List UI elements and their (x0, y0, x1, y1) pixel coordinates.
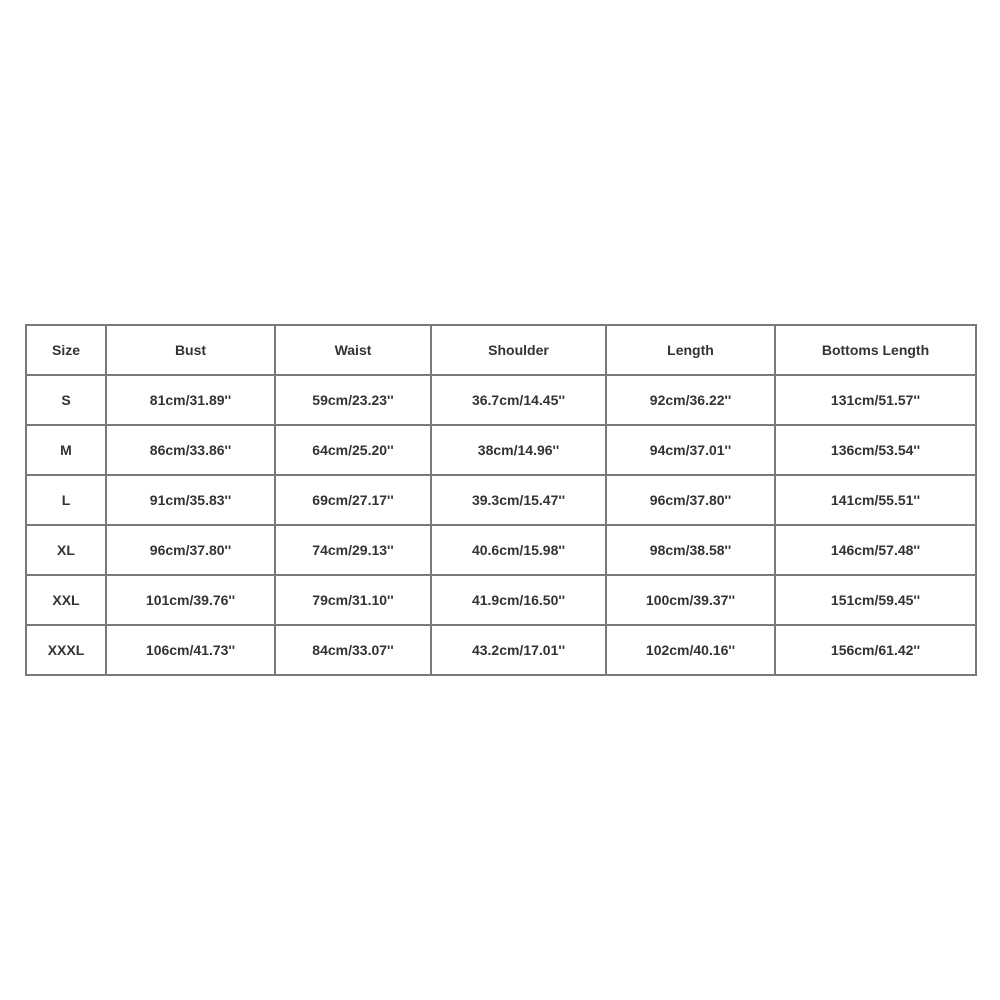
cell-size: XL (26, 525, 106, 575)
cell-size: M (26, 425, 106, 475)
cell-size: L (26, 475, 106, 525)
cell-shoulder: 40.6cm/15.98'' (431, 525, 606, 575)
header-size: Size (26, 325, 106, 375)
table-row (26, 375, 976, 425)
cell-size: XXXL (26, 625, 106, 675)
header-waist: Waist (275, 325, 431, 375)
cell-bottoms-length: 146cm/57.48'' (775, 525, 976, 575)
cell-length: 94cm/37.01'' (606, 425, 775, 475)
table-row (26, 425, 976, 475)
cell-bust: 91cm/35.83'' (106, 475, 275, 525)
header-length: Length (606, 325, 775, 375)
cell-shoulder: 43.2cm/17.01'' (431, 625, 606, 675)
cell-bottoms-length: 136cm/53.54'' (775, 425, 976, 475)
cell-length: 92cm/36.22'' (606, 375, 775, 425)
cell-waist: 74cm/29.13'' (275, 525, 431, 575)
cell-length: 96cm/37.80'' (606, 475, 775, 525)
header-bottoms-length: Bottoms Length (775, 325, 976, 375)
cell-bust: 96cm/37.80'' (106, 525, 275, 575)
cell-bust: 106cm/41.73'' (106, 625, 275, 675)
table-row (26, 525, 976, 575)
table-header-row (26, 325, 976, 375)
cell-length: 98cm/38.58'' (606, 525, 775, 575)
cell-bottoms-length: 151cm/59.45'' (775, 575, 976, 625)
table-row (26, 475, 976, 525)
table-row (26, 625, 976, 675)
cell-waist: 59cm/23.23'' (275, 375, 431, 425)
header-shoulder: Shoulder (431, 325, 606, 375)
cell-length: 100cm/39.37'' (606, 575, 775, 625)
cell-shoulder: 36.7cm/14.45'' (431, 375, 606, 425)
cell-shoulder: 39.3cm/15.47'' (431, 475, 606, 525)
size-chart-table (25, 324, 977, 676)
cell-shoulder: 38cm/14.96'' (431, 425, 606, 475)
cell-size: XXL (26, 575, 106, 625)
cell-bottoms-length: 131cm/51.57'' (775, 375, 976, 425)
cell-shoulder: 41.9cm/16.50'' (431, 575, 606, 625)
header-bust: Bust (106, 325, 275, 375)
cell-length: 102cm/40.16'' (606, 625, 775, 675)
table-row (26, 575, 976, 625)
cell-waist: 64cm/25.20'' (275, 425, 431, 475)
cell-bottoms-length: 156cm/61.42'' (775, 625, 976, 675)
cell-waist: 79cm/31.10'' (275, 575, 431, 625)
cell-bust: 81cm/31.89'' (106, 375, 275, 425)
cell-bottoms-length: 141cm/55.51'' (775, 475, 976, 525)
cell-waist: 84cm/33.07'' (275, 625, 431, 675)
cell-size: S (26, 375, 106, 425)
cell-waist: 69cm/27.17'' (275, 475, 431, 525)
cell-bust: 101cm/39.76'' (106, 575, 275, 625)
cell-bust: 86cm/33.86'' (106, 425, 275, 475)
